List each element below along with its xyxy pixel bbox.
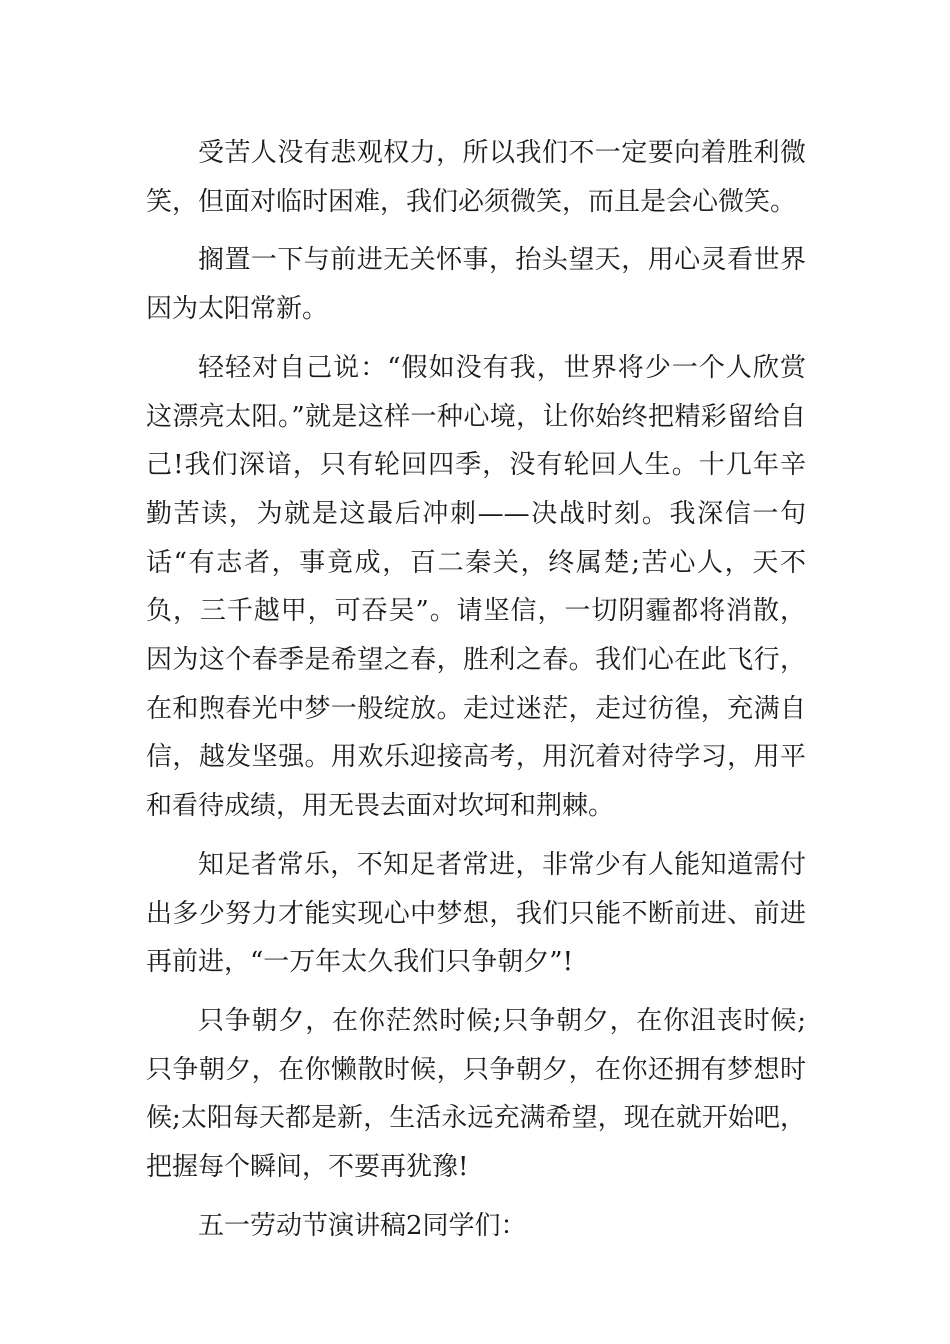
paragraph-2: 搁置一下与前进无关怀事，抬头望天，用心灵看世界因为太阳常新。: [146, 245, 806, 325]
paragraph-6-section-heading: 五一劳动节演讲稿2同学们：: [198, 1210, 527, 1241]
paragraph-3: 轻轻对自己说：“假如没有我，世界将少一个人欣赏这漂亮太阳。”就是这样一种心境，让你始终把精彩留给自己!我们深谙，只有轮回四季，没有轮回人生。十几年辛勤苦读，为就是这最后冲刺——决战时刻。我深信一句话“有志者，事竟成，百二秦关，终属楚;苦心人，天不负，三千越甲，可吞吴”。请坚信，一切阴霾都将消散，因为这个春季是希望之春，胜利之春。我们心在此飞行，在和煦春光中梦一般绽放。走过迷茫，走过彷徨，充满自信，越发坚强。用欢乐迎接高考，用沉着对待学习，用平和看待成绩，用无畏去面对坎坷和荆棘。: [146, 352, 806, 822]
paragraph-5: 只争朝夕，在你茫然时候;只争朝夕，在你沮丧时候;只争朝夕，在你懒散时候，只争朝夕，在你还拥有梦想时候;太阳每天都是新，生活永远充满希望，现在就开始吧，把握每个瞬间，不要再犹豫!: [146, 1005, 806, 1183]
paragraph-4: 知足者常乐，不知足者常进，非常少有人能知道需付出多少努力才能实现心中梦想，我们只能不断前进、前进再前进，“一万年太久我们只争朝夕”!: [146, 849, 806, 978]
paragraph-1: 受苦人没有悲观权力，所以我们不一定要向着胜利微笑，但面对临时困难，我们必须微笑，而且是会心微笑。: [146, 138, 806, 217]
document-body: [146, 129, 806, 1260]
